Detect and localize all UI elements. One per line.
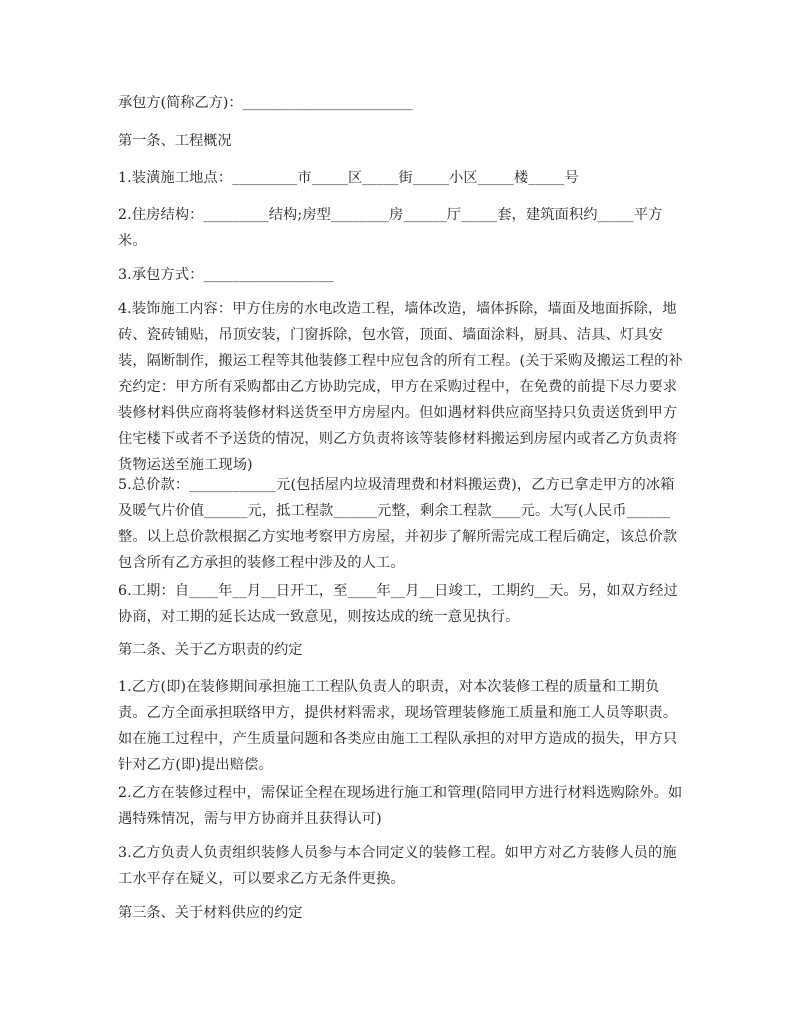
article-2-item-3: 3.乙方负责人负责组织装修人员参与本合同定义的装修工程。如甲方对乙方装修人员的施工水平存在疑义，可以要求乙方无条件更换。: [118, 845, 677, 887]
item-1-location: 1.装潢施工地点：_________市_____区_____街_____小区_____楼_____号: [118, 170, 579, 186]
item-6-period: 6.工期：自____年__月__日开工，至____年__月__日竣工，工期约__天。另，如双方经过协商，对工期的延长达成一致意见，则按达成的统一意见执行。: [118, 583, 679, 625]
article-3-title: 第三条、关于材料供应的约定: [118, 905, 303, 921]
item-4-content: 4.装饰施工内容：甲方住房的水电改造工程，墙体改造，墙体拆除，墙面及地面拆除，地砖、瓷砖铺贴，吊顶安装，门窗拆除，包水管，顶面、墙面涂料，厨具、洁具、灯具安装，隔断制作，搬运工程等其他装修工程中应包含的所有工程。(关于采购及搬运工程的补充约定：甲方所有采购都由乙方协助完成，甲方在采购过程中，在免费的前提下尽力要求装修材料供应商将装修材料送货至甲方房屋内。但如遇材料供应商坚持只负责送货到甲方住宅楼下或者不予送货的情况，则乙方负责将该等装修材料搬运到房屋内或者乙方负责将货物运送至施工现场): [118, 301, 683, 473]
item-2-structure: 2.住房结构：_________结构;房型________房______厅_____套，建筑面积约_____平方米。: [118, 207, 663, 249]
article-1-title: 第一条、工程概况: [118, 133, 232, 149]
item-3-method: 3.承包方式：__________________: [118, 267, 334, 283]
article-2-item-2: 2.乙方在装修过程中，需保证全程在现场进行施工和管理(陪同甲方进行材料选购除外。如遇特殊情况，需与甲方协商并且获得认可): [118, 785, 683, 827]
contractor-line: 承包方(简称乙方)：________________________: [118, 95, 413, 111]
item-5-price: 5.总价款：____________元(包括屋内垃圾清理费和材料搬运费)，乙方已拿走甲方的冰箱及暖气片价值______元，抵工程款______元整，剩余工程款____元。大写(人民币______整。以上总价款根据乙方实地考察甲方房屋，并初步了解所需完成工程后确定，该总价款包含所有乙方承担的装修工程中涉及的人工。: [118, 477, 678, 571]
article-2-title: 第二条、关于乙方职责的约定: [118, 642, 303, 658]
article-2-item-1: 1.乙方(即)在装修期间承担施工工程队负责人的职责，对本次装修工程的质量和工期负责。乙方全面承担联络甲方，提供材料需求，现场管理装修施工质量和施工人员等职责。如在施工过程中，产生质量问题和各类应由施工工程队承担的对甲方造成的损失，甲方只针对乙方(即)提出赔偿。: [118, 679, 678, 773]
